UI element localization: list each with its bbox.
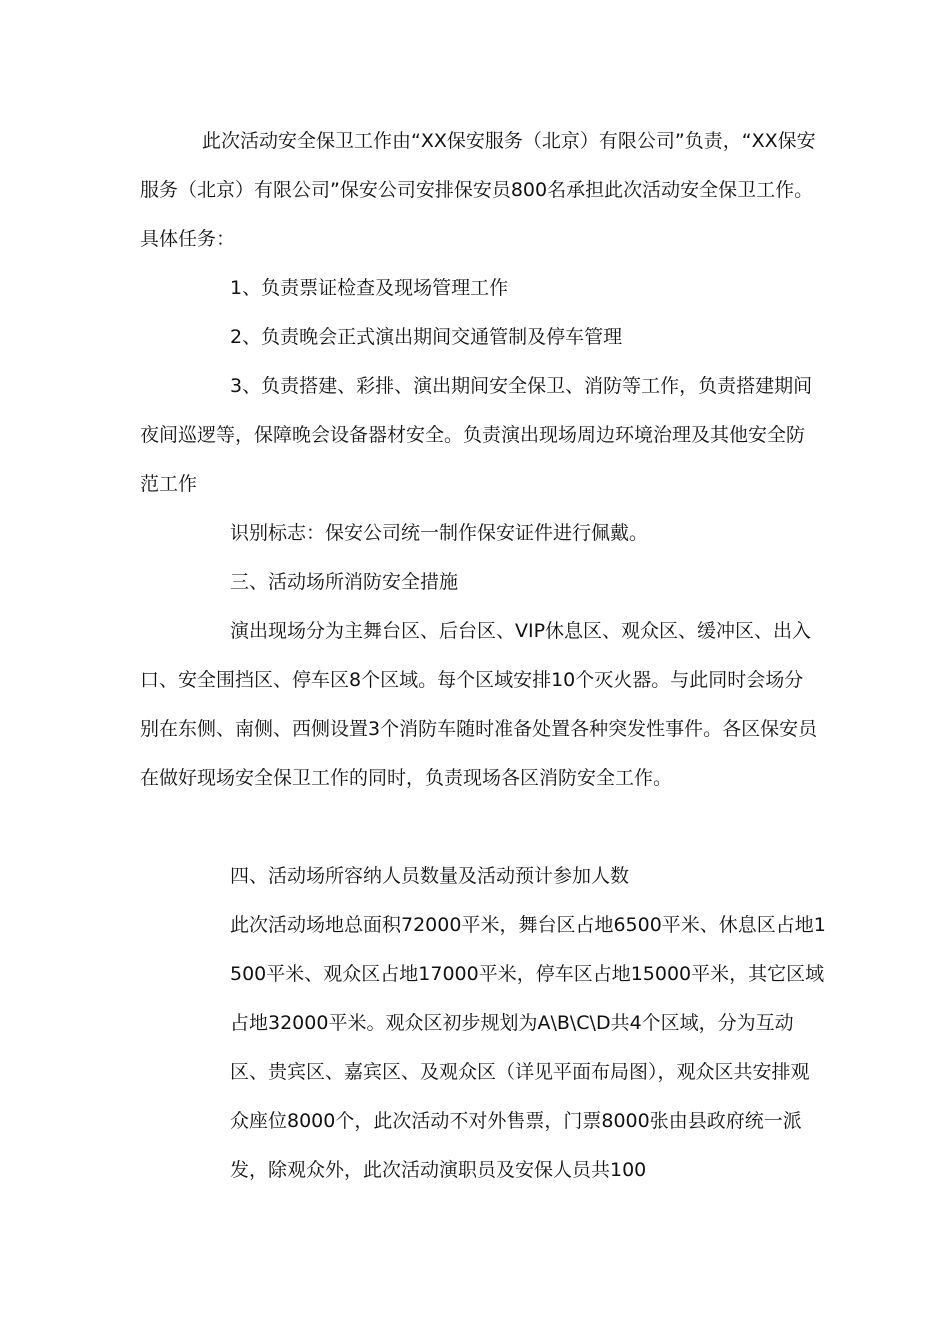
paragraph-security-responsibility: 此次活动安全保卫工作由“XX保安服务（北京）有限公司”负责，“XX保安服务（北京）有限公司”保安公司安排保安员800名承担此次活动安全保卫工作。具体任务： bbox=[140, 130, 816, 250]
task-item-2: 2、负责晚会正式演出期间交通管制及停车管理 bbox=[230, 326, 623, 348]
paragraph-capacity: 此次活动场地总面积72000平米，舞台区占地6500平米、休息区占地1500平米、观众区占地17000平米，停车区占地15000平米，其它区域占地32000平米。观众区初步规划为A\B\C\D共4个区域，分为互动区、贵宾区、嘉宾区、及观众区（详见平面布局图），观众区共安排观众座位8000个，此次活动不对外售票，门票8000张由县政府统一派发，除观众外，此次活动演职员及安保人员共100 bbox=[230, 914, 826, 1181]
task-item-3: 3、负责搭建、彩排、演出期间安全保卫、消防等工作，负责搭建期间夜间巡逻等，保障晚会设备器材安全。负责演出现场周边环境治理及其他安全防范工作 bbox=[140, 375, 813, 495]
section-heading-capacity: 四、活动场所容纳人员数量及活动预计参加人数 bbox=[230, 865, 630, 887]
task-item-1: 1、负责票证检查及现场管理工作 bbox=[230, 277, 509, 299]
paragraph-fire-safety: 演出现场分为主舞台区、后台区、VIP休息区、观众区、缓冲区、出入口、安全围挡区、停车区8个区域。每个区域安排10个灭火器。与此同时会场分别在东侧、南侧、西侧设置3个消防车随时准备处置各种突发性事件。各区保安员在做好现场安全保卫工作的同时，负责现场各区消防安全工作。 bbox=[140, 620, 818, 789]
section-heading-fire-safety: 三、活动场所消防安全措施 bbox=[230, 571, 459, 593]
identification-mark: 识别标志：保安公司统一制作保安证件进行佩戴。 bbox=[230, 522, 649, 544]
